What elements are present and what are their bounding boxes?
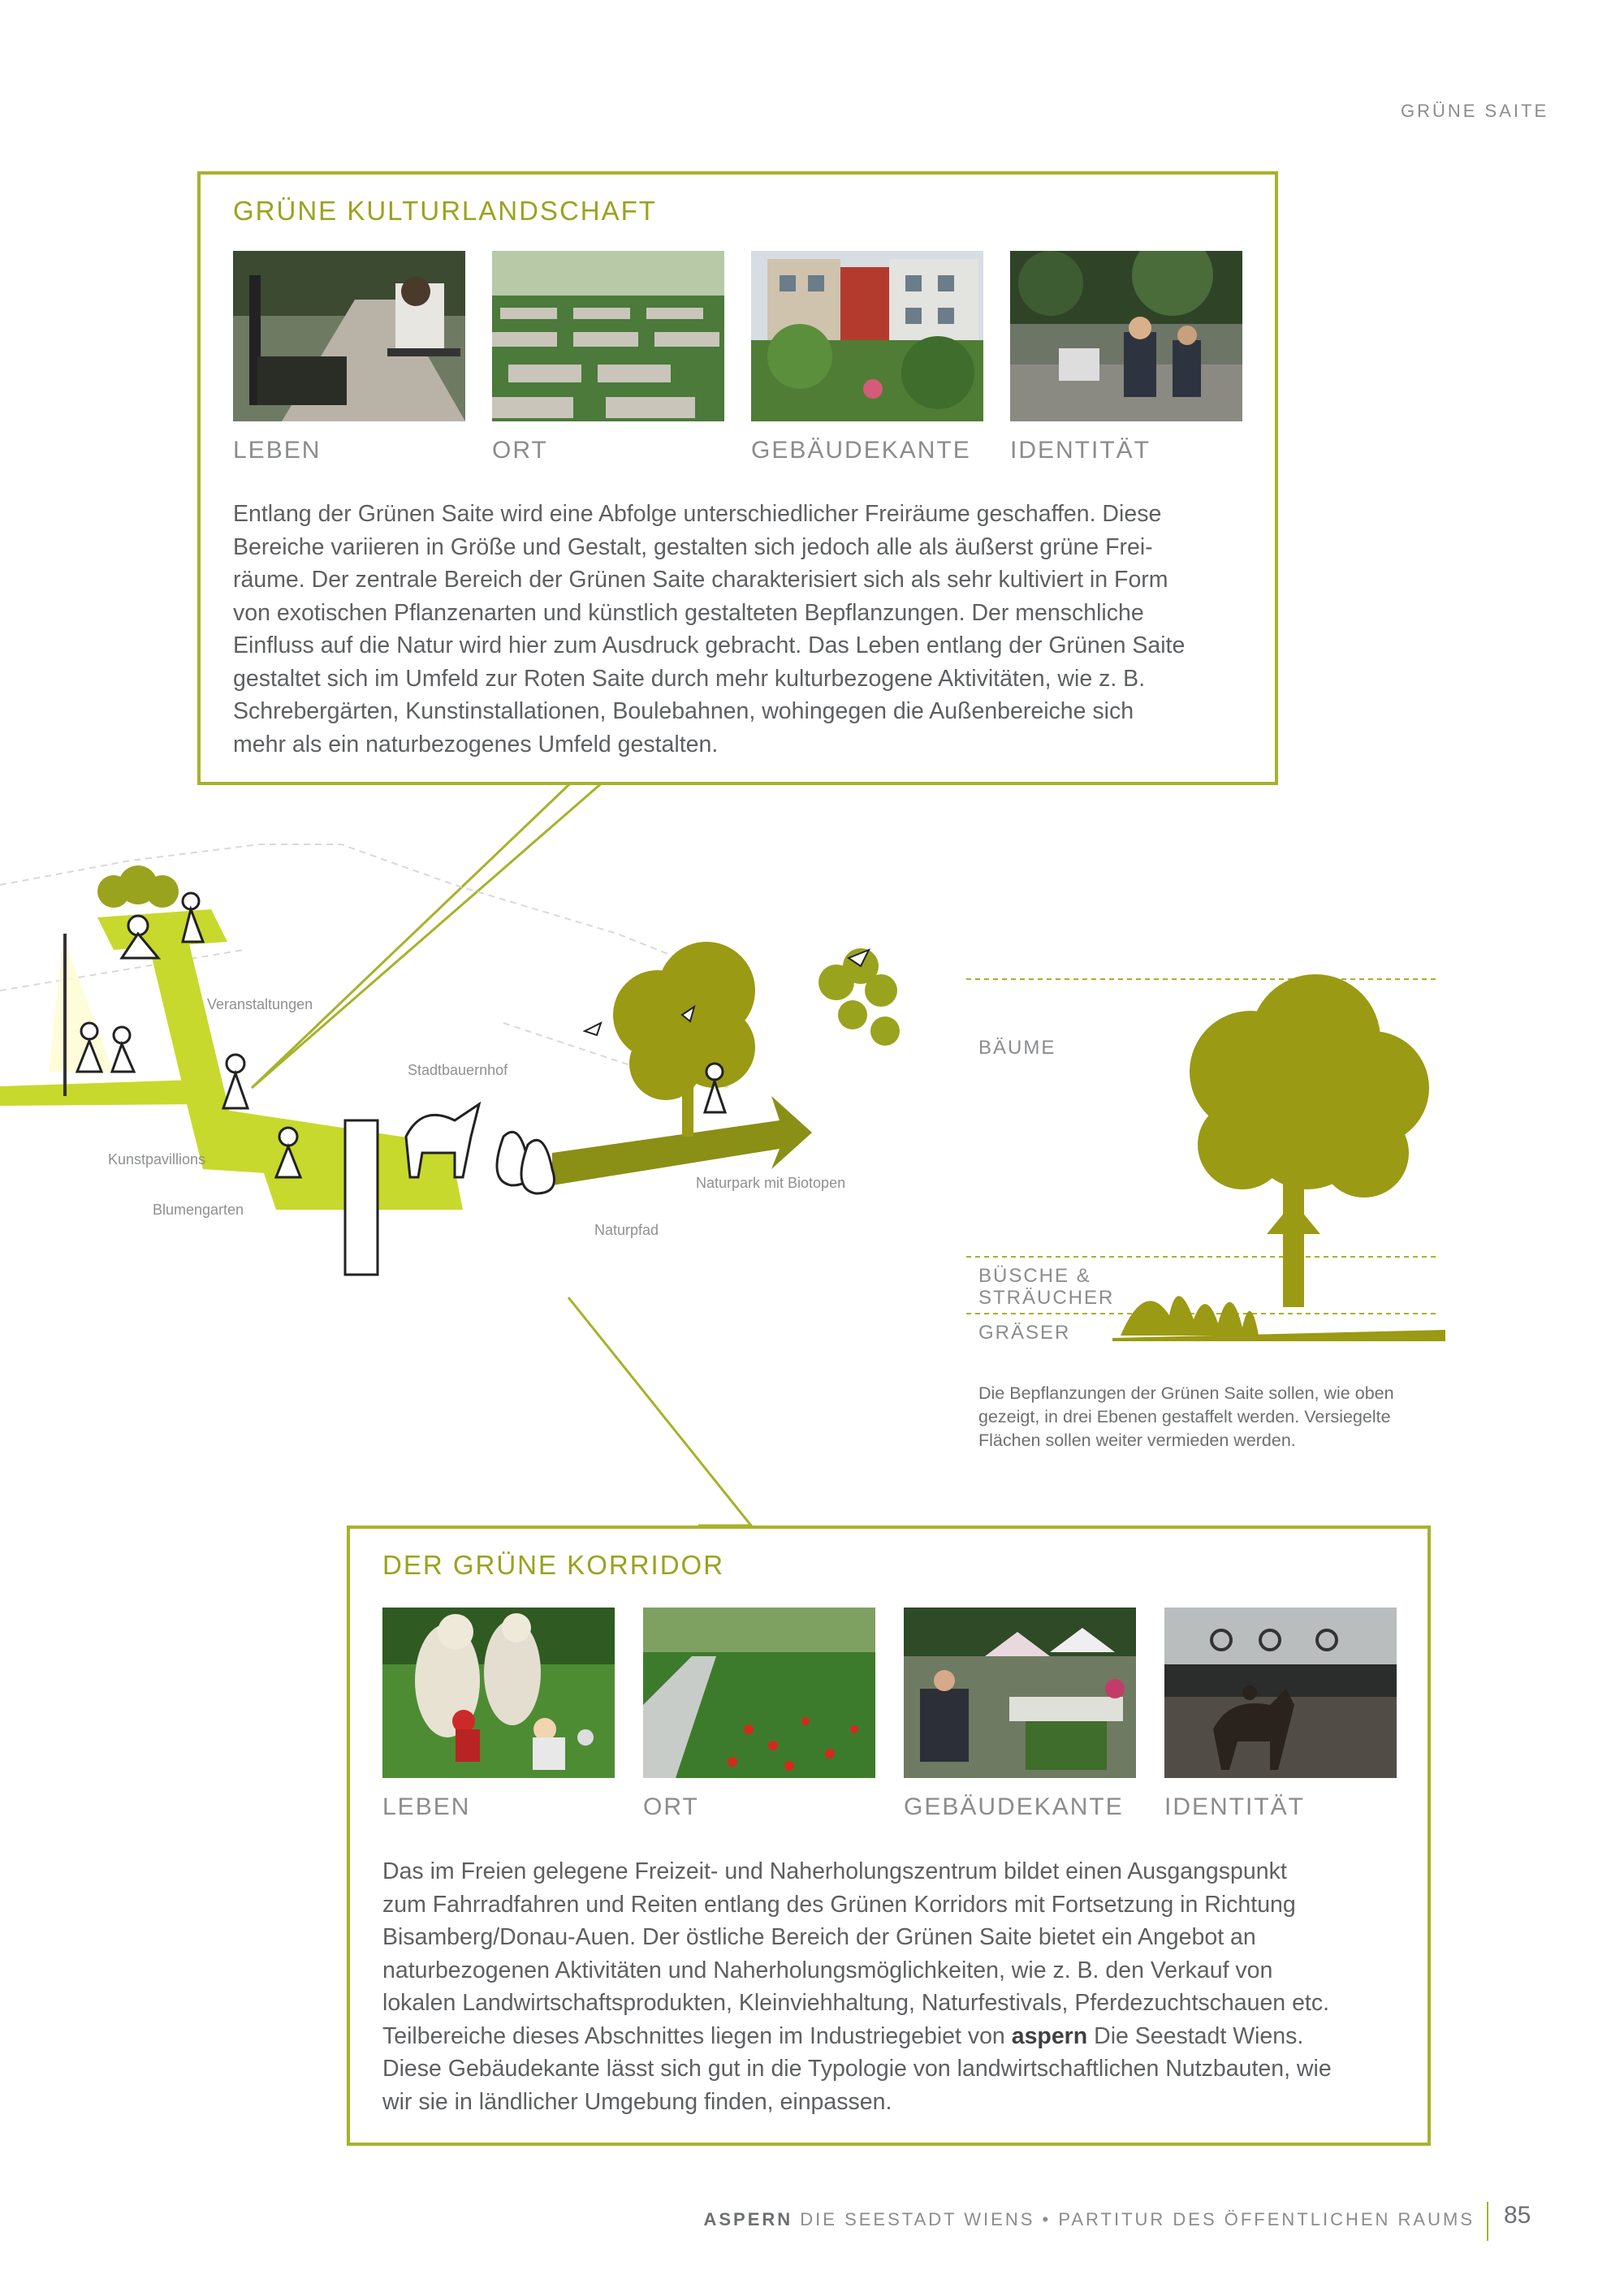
photo-leben-2 xyxy=(382,1608,615,1778)
photo-ort-2 xyxy=(643,1608,875,1778)
box-gruene-kulturlandschaft xyxy=(197,171,1278,785)
caption-ort-2: ORT xyxy=(643,1793,699,1820)
brand-aspern: aspern xyxy=(1011,2022,1088,2049)
layer-label-buesche-line2: STRÄUCHER xyxy=(978,1287,1115,1309)
box1-line: gestaltet sich im Umfeld zur Roten Saite durch mehr kulturbezogene Aktivitäten, wie z. B. xyxy=(233,665,1146,692)
box2-line: zum Fahrradfahren und Reiten entlang des Grünen Korridors mit Fortsetzung in Richtung xyxy=(382,1891,1296,1918)
photo-gebaeudekante-2 xyxy=(904,1608,1136,1778)
footer-brand: ASPERN xyxy=(703,2209,793,2229)
box2-line: lokalen Landwirtschaftsprodukten, Kleinviehhaltung, Naturfestivals, Pferdezuchtschauen etc. xyxy=(382,1990,1330,2016)
box2-paragraph xyxy=(382,1855,1410,2118)
page-number: 85 xyxy=(1504,2202,1531,2229)
caption-identitaet-2: IDENTITÄT xyxy=(1164,1793,1305,1820)
box1-line: von exotischen Pflanzenarten und künstlich gestalteten Bepflanzungen. Der menschliche xyxy=(233,599,1144,626)
caption-leben-2: LEBEN xyxy=(382,1793,471,1820)
label-naturpark: Naturpark mit Biotopen xyxy=(696,1175,846,1191)
label-naturpfad: Naturpfad xyxy=(594,1222,659,1238)
caption-line: gezeigt, in drei Ebenen gestaffelt werden. Versiegelte xyxy=(978,1407,1391,1426)
section-label: GRÜNE SAITE xyxy=(1401,101,1549,121)
caption-gebaeudekante-2: GEBÄUDEKANTE xyxy=(904,1793,1124,1820)
caption-ort-1: ORT xyxy=(492,437,548,464)
box1-line: mehr als ein naturbezogenes Umfeld gestalten. xyxy=(233,731,719,757)
footer-text xyxy=(703,2209,1475,2230)
label-kunstpavillions: Kunstpavillions xyxy=(108,1151,206,1167)
box2-line-text: Teilbereiche dieses Abschnittes liegen im Industriegebiet von xyxy=(382,2022,1005,2049)
caption-line: Flächen sollen weiter vermieden werden. xyxy=(978,1431,1296,1450)
caption-leben-1: LEBEN xyxy=(233,437,322,464)
box2-line-text: Die Seestadt Wiens. xyxy=(1087,2022,1304,2049)
label-stadtbauernhof: Stadtbauernhof xyxy=(408,1062,508,1078)
box-gruener-korridor xyxy=(347,1526,1431,2146)
photo-ort-1 xyxy=(492,251,724,421)
layer-label-graeser: GRÄSER xyxy=(978,1322,1071,1344)
photo-leben-1 xyxy=(233,251,465,421)
caption-line: Die Bepflanzungen der Grünen Saite sollen, wie oben xyxy=(978,1383,1394,1403)
layer-label-buesche-line1: BÜSCHE & xyxy=(978,1265,1091,1287)
box2-line xyxy=(382,2020,1410,2053)
photo-gebaeudekante-1 xyxy=(751,251,983,421)
footer-divider xyxy=(1487,2202,1488,2241)
label-blumengarten: Blumengarten xyxy=(153,1202,244,1218)
footer-rest: DIE SEESTADT WIENS • PARTITUR DES ÖFFENTLICHEN RAUMS xyxy=(793,2209,1475,2229)
layer-diagram-caption xyxy=(978,1382,1433,1452)
box2-line: Das im Freien gelegene Freizeit- und Naherholungszentrum bildet einen Ausgangspunkt xyxy=(382,1858,1287,1884)
box1-line: Einfluss auf die Natur wird hier zum Ausdruck gebracht. Das Leben entlang der Grünen Saite xyxy=(233,632,1186,658)
layer-label-buesche xyxy=(978,1265,1114,1309)
box2-line: naturbezogenen Aktivitäten und Naherholungsmöglichkeiten, wie z. B. den Verkauf von xyxy=(382,1957,1273,1983)
box1-line: Bereiche variieren in Größe und Gestalt, gestalten sich jedoch alle als äußerst grüne Frei- xyxy=(233,533,1153,560)
box1-paragraph xyxy=(233,498,1256,761)
layer-label-baeume: BÄUME xyxy=(978,1037,1056,1059)
box1-title: GRÜNE KULTURLANDSCHAFT xyxy=(233,196,657,226)
box2-line: Bisamberg/Donau-Auen. Der östliche Bereich der Grünen Saite bietet ein Angebot an xyxy=(382,1924,1256,1950)
box2-line: wir sie in ländlicher Umgebung finden, einpassen. xyxy=(382,2088,892,2115)
box1-line: Schrebergärten, Kunstinstallationen, Boulebahnen, wohingegen die Außenbereiche sich xyxy=(233,698,1134,724)
photo-identitaet-1 xyxy=(1010,251,1242,421)
photo-identitaet-2 xyxy=(1164,1608,1397,1778)
box2-title: DER GRÜNE KORRIDOR xyxy=(382,1550,725,1580)
caption-identitaet-1: IDENTITÄT xyxy=(1010,437,1151,464)
label-veranstaltungen: Veranstaltungen xyxy=(207,996,313,1012)
box2-line: Diese Gebäudekante lässt sich gut in die Typologie von landwirtschaftlichen Nutzbauten, wie xyxy=(382,2056,1332,2082)
box1-line: Entlang der Grünen Saite wird eine Abfolge unterschiedlicher Freiräume geschaffen. Diese xyxy=(233,501,1162,527)
box1-line: räume. Der zentrale Bereich der Grünen Saite charakterisiert sich als sehr kultiviert in Form xyxy=(233,567,1168,593)
caption-gebaeudekante-1: GEBÄUDEKANTE xyxy=(751,437,971,464)
